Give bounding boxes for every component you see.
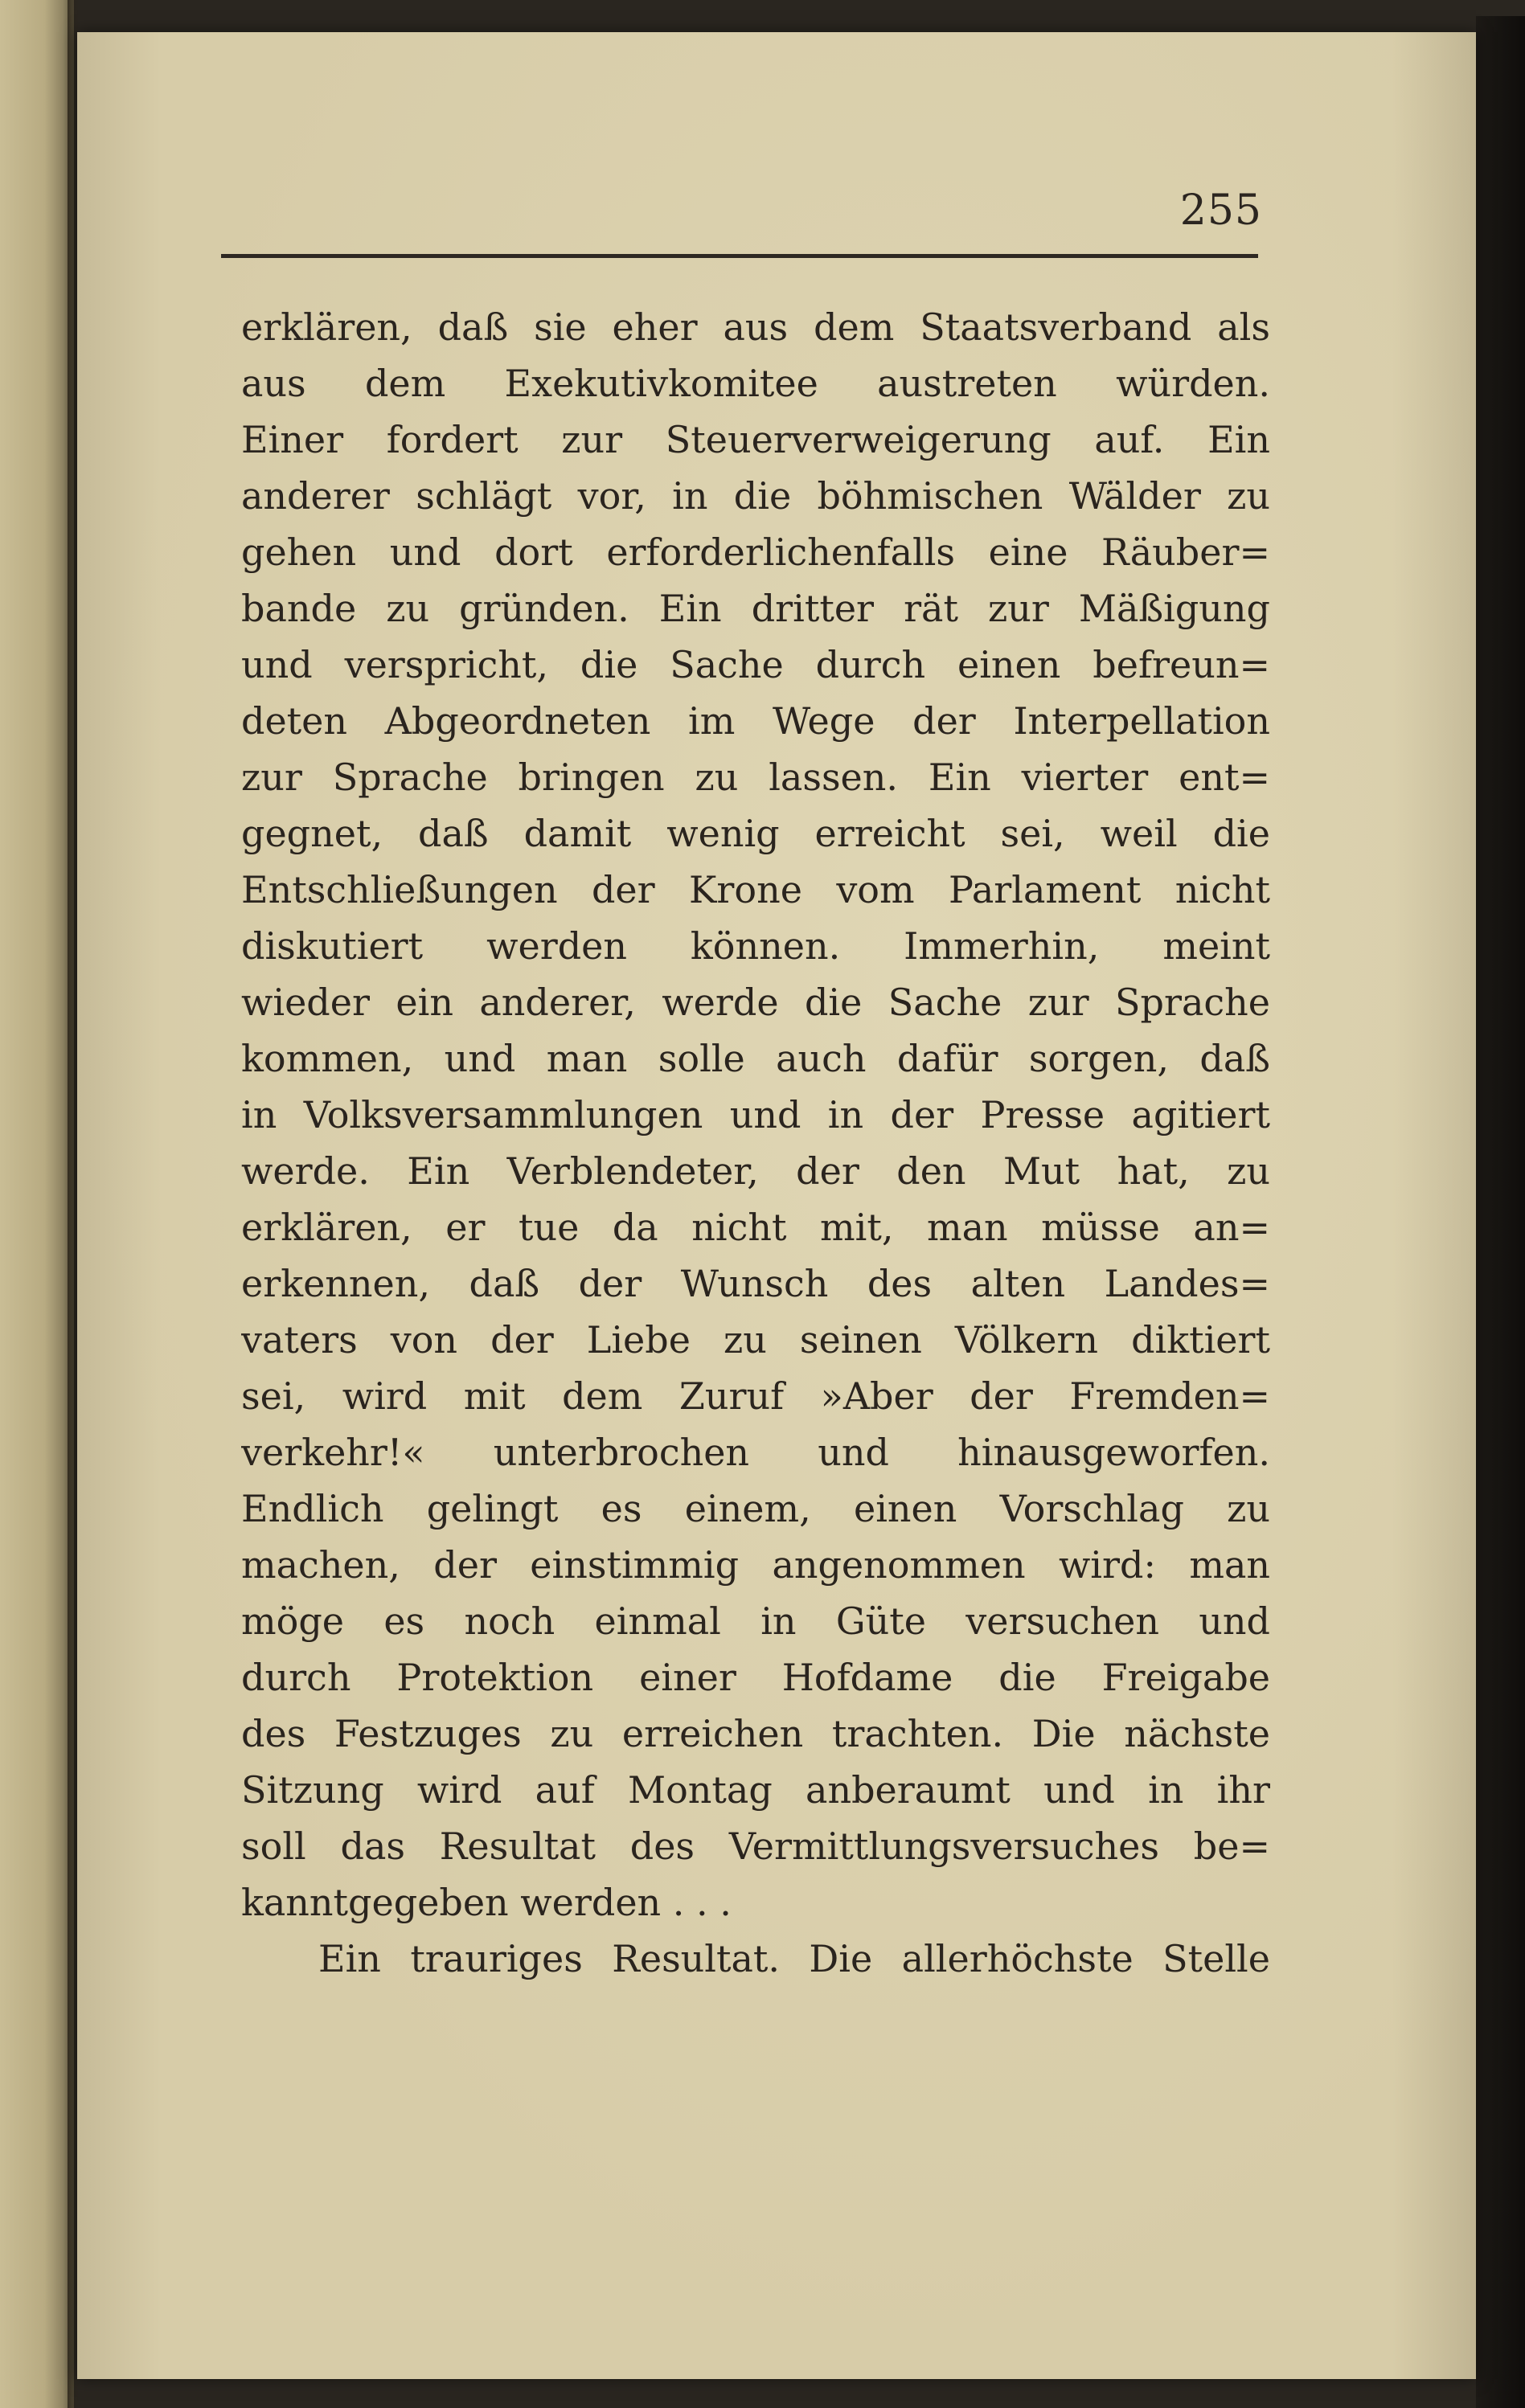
text-line: vaters von der Liebe zu seinen Völkern diktiert [241, 1318, 1270, 1362]
text-line: diskutiert werden können. Immerhin, meint [241, 924, 1270, 968]
text-line: Endlich gelingt es einem, einen Vorschlag zu [241, 1487, 1270, 1530]
text-line: Entschließungen der Krone vom Parlament nicht [241, 868, 1270, 911]
text-line: kommen, und man solle auch dafür sorgen, daß [241, 1037, 1270, 1080]
text-line: erklären, er tue da nicht mit, man müsse an= [241, 1206, 1270, 1249]
text-line: gehen und dort erforderlichenfalls eine Räuber= [241, 530, 1270, 574]
text-line: machen, der einstimmig angenommen wird: man [241, 1543, 1270, 1587]
text-line: möge es noch einmal in Güte versuchen und [241, 1599, 1270, 1643]
text-line: des Festzuges zu erreichen trachten. Die nächste [241, 1712, 1270, 1755]
text-line: verkehr!« unterbrochen und hinausgeworfen. [241, 1431, 1270, 1474]
text-line: soll das Resultat des Vermittlungsversuches be= [241, 1824, 1270, 1868]
text-line: gegnet, daß damit wenig erreicht sei, weil die [241, 812, 1270, 855]
text-line: zur Sprache bringen zu lassen. Ein vierter ent= [241, 756, 1270, 799]
header-rule [221, 254, 1258, 258]
text-line: deten Abgeordneten im Wege der Interpellation [241, 699, 1270, 743]
text-line: in Volksversammlungen und in der Presse agitiert [241, 1093, 1270, 1136]
text-line: Sitzung wird auf Montag anberaumt und in ihr [241, 1768, 1270, 1812]
text-line: wieder ein anderer, werde die Sache zur Sprache [241, 981, 1270, 1024]
body-text [241, 299, 1270, 1987]
text-line: aus dem Exekutivkomitee austreten würden. [241, 362, 1270, 405]
background-edge [1476, 16, 1525, 2408]
text-line: werde. Ein Verblendeter, der den Mut hat, zu [241, 1149, 1270, 1193]
page-number: 255 [1179, 186, 1262, 235]
text-line: erkennen, daß der Wunsch des alten Landes= [241, 1262, 1270, 1305]
facing-page-edge [0, 0, 74, 2408]
text-line: Einer fordert zur Steuerverweigerung auf. Ein [241, 418, 1270, 461]
text-line: erklären, daß sie eher aus dem Staatsverband als [241, 305, 1270, 349]
text-line: kanntgegeben werden . . . [241, 1881, 732, 1924]
text-line: sei, wird mit dem Zuruf »Aber der Fremden= [241, 1374, 1270, 1418]
text-line: bande zu gründen. Ein dritter rät zur Mäßigung [241, 587, 1270, 630]
text-line: anderer schlägt vor, in die böhmischen Wälder zu [241, 474, 1270, 518]
text-line: durch Protektion einer Hofdame die Freigabe [241, 1656, 1270, 1699]
text-line: und verspricht, die Sache durch einen befreun= [241, 643, 1270, 686]
text-line: Ein trauriges Resultat. Die allerhöchste Stelle [318, 1937, 1270, 1980]
